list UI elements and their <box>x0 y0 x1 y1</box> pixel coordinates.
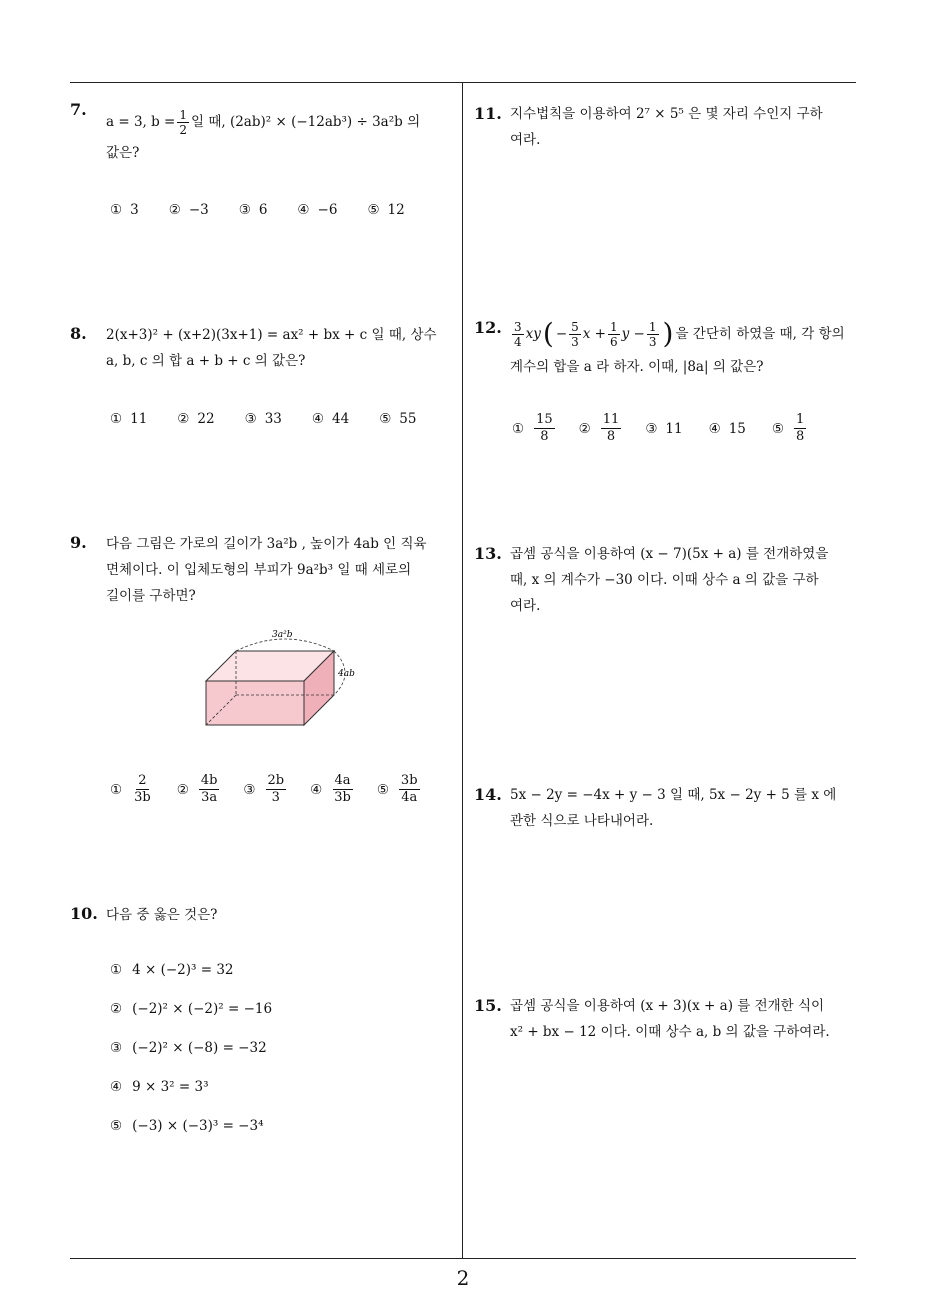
choice-5[interactable]: ⑤ $\frac{3b}{4a}$ <box>376 773 418 805</box>
problem-line: 다음 그림은 가로의 길이가 3a²b , 높이가 4ab 인 직육 <box>106 536 427 552</box>
problem-line: a, b, c 의 합 a + b + c 의 값은? <box>106 353 306 369</box>
problem-line: 면체이다. 이 입체도형의 부피가 9a²b³ 일 때 세로의 <box>106 562 412 578</box>
text-fragment: y − <box>621 326 645 342</box>
choice-1[interactable]: ① $\frac{15}{8}$ <box>512 412 553 444</box>
problem-line: 여라. <box>510 598 541 614</box>
text-fragment: xy <box>525 326 541 342</box>
page-number: 2 <box>456 1266 470 1290</box>
paren: ) <box>662 317 674 350</box>
choice-2[interactable]: ② 22 <box>177 411 215 427</box>
choice-2[interactable]: ② $\frac{11}{8}$ <box>578 412 620 444</box>
choice-5[interactable]: ⑤ (−3) × (−3)³ = −3⁴ <box>110 1118 264 1134</box>
fraction: $\frac{11}{8}$ <box>602 412 620 444</box>
choice-3[interactable]: ③ 11 <box>645 420 683 437</box>
choice-1[interactable]: ① 3 <box>110 202 139 218</box>
fraction: $\frac{1}{3}$ <box>648 319 657 349</box>
choice-4[interactable]: ④ 44 <box>311 411 350 427</box>
problem-line: 때, x 의 계수가 −30 이다. 이때 상수 a 의 값을 구하 <box>510 572 819 588</box>
problem-line: 계수의 합을 a 라 하자. 이때, |8a| 의 값은? <box>510 359 764 375</box>
problem-line: 2(x+3)² + (x+2)(3x+1) = ax² + bx + c 일 때, 상수 <box>106 327 437 343</box>
fraction <box>177 108 189 137</box>
problem-line <box>106 104 458 140</box>
problem-number: 7. <box>70 100 87 119</box>
column-divider <box>462 83 463 1259</box>
paren: ( <box>542 317 554 350</box>
top-rule <box>70 82 856 83</box>
choice-4[interactable]: ④ 9 × 3² = 3³ <box>110 1079 209 1095</box>
fraction: $\frac{3}{4}$ <box>514 319 522 349</box>
choice-3[interactable]: ③ $\frac{2b}{3}$ <box>243 773 285 805</box>
problem-text <box>510 101 862 153</box>
fraction: $\frac{1}{8}$ <box>796 412 805 444</box>
problem-line: 다음 중 옳은 것은? <box>106 907 218 923</box>
fraction: $\frac{4a}{3b}$ <box>334 773 351 805</box>
problem-text <box>510 541 862 619</box>
width-label: 3a²b <box>272 630 293 640</box>
problem-line: 곱셈 공식을 이용하여 (x + 3)(x + a) 를 전개한 식이 <box>510 998 825 1014</box>
fraction-denominator: 2 <box>179 122 187 137</box>
problem-line: 길이를 구하면? <box>106 588 196 604</box>
problem-text <box>106 902 458 928</box>
choice-1[interactable]: ① $\frac{2}{3b}$ <box>110 773 151 805</box>
choice-2[interactable]: ② $\frac{4b}{3a}$ <box>176 773 218 805</box>
problem-number: 13. <box>474 544 502 563</box>
choice-3[interactable]: ③ (−2)² × (−8) = −32 <box>110 1040 267 1056</box>
answer-choices <box>110 773 444 806</box>
problem-number: 12. <box>474 318 502 337</box>
fraction: $\frac{3b}{4a}$ <box>400 773 418 805</box>
problem-text <box>106 531 458 609</box>
answer-choices <box>110 202 435 218</box>
fraction: $\frac{5}{3}$ <box>571 319 579 349</box>
problem-text <box>106 322 458 374</box>
problem-text <box>510 314 862 380</box>
choice-4[interactable]: ④ −6 <box>297 202 338 218</box>
choice-4[interactable]: ④ $\frac{4a}{3b}$ <box>310 773 351 805</box>
problem-number: 10. <box>70 904 98 923</box>
problem-line: 지수법칙을 이용하여 2⁷ × 5⁵ 은 몇 자리 수인지 구하 <box>510 106 823 122</box>
problem-number: 14. <box>474 785 502 804</box>
fraction: $\frac{15}{8}$ <box>536 412 553 444</box>
choice-4[interactable]: ④ 15 <box>708 420 746 437</box>
width-dimension-arc <box>236 639 334 651</box>
fraction: $\frac{2}{3b}$ <box>134 773 151 805</box>
fraction: $\frac{2b}{3}$ <box>267 773 285 805</box>
problem-line: 곱셈 공식을 이용하여 (x − 7)(5x + a) 를 전개하였을 <box>510 546 829 562</box>
problem-text <box>106 104 458 166</box>
choice-5[interactable]: ⑤ 12 <box>367 202 405 218</box>
choice-5[interactable]: ⑤ 55 <box>379 411 417 427</box>
problem-text <box>510 782 862 834</box>
problem-line: 관한 식으로 나타내어라. <box>510 813 654 829</box>
text-fragment: − <box>555 326 568 342</box>
choice-2[interactable]: ② (−2)² × (−2)² = −16 <box>110 1001 273 1017</box>
choice-2[interactable]: ② −3 <box>168 202 209 218</box>
problem-line: 여라. <box>510 132 541 148</box>
problem-text <box>510 993 862 1045</box>
bottom-rule <box>70 1258 856 1259</box>
cuboid-figure <box>190 625 390 735</box>
answer-choices <box>512 412 838 445</box>
problem-number: 9. <box>70 533 87 552</box>
problem-number: 11. <box>474 104 502 123</box>
text-fragment: x + <box>582 326 606 342</box>
choice-1[interactable]: ① 11 <box>110 411 148 427</box>
problem-line <box>510 314 862 354</box>
choice-3[interactable]: ③ 33 <box>244 411 282 427</box>
answer-choices <box>110 411 446 427</box>
height-label: 4ab <box>338 669 355 679</box>
choice-3[interactable]: ③ 6 <box>238 202 268 218</box>
problem-number: 8. <box>70 324 87 343</box>
cuboid-front-face <box>206 681 304 725</box>
problem-line: x² + bx − 12 이다. 이때 상수 a, b 의 값을 구하여라. <box>510 1024 830 1040</box>
problem-number: 15. <box>474 996 502 1015</box>
text-fragment: 일 때, (2ab)² × (−12ab³) ÷ 3a²b 의 <box>191 114 421 130</box>
text-fragment: 을 간단히 하였을 때, 각 항의 <box>675 326 845 342</box>
choice-5[interactable]: ⑤ $\frac{1}{8}$ <box>771 412 805 444</box>
problem-line: 5x − 2y = −4x + y − 3 일 때, 5x − 2y + 5 를 x 에 <box>510 787 837 803</box>
fraction: $\frac{4b}{3a}$ <box>200 773 218 805</box>
text-fragment: a = 3, b = <box>106 114 176 130</box>
fraction: $\frac{1}{6}$ <box>610 319 618 349</box>
problem-line: 값은? <box>106 145 140 161</box>
fraction-numerator: 1 <box>179 107 187 122</box>
choice-1[interactable]: ① 4 × (−2)³ = 32 <box>110 962 234 978</box>
